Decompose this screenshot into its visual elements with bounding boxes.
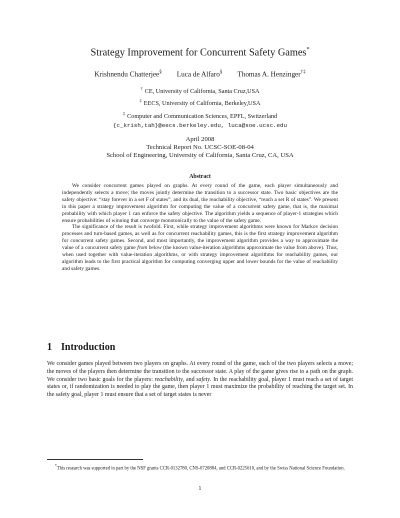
- section-emphasis: reachability: [154, 376, 183, 383]
- affiliation-text: EECS, University of California, Berkeley,USA: [143, 100, 261, 108]
- author-emails: {c_krish,tah}@eecs.berkeley.edu, luca@soe.ucsc.edu: [113, 121, 287, 129]
- author-name: Luca de Alfaro: [176, 70, 220, 79]
- paper-header: [0, 44, 400, 161]
- introduction-section: [47, 342, 353, 400]
- abstract-paragraph: [62, 224, 338, 272]
- author-name: Krishnendu Chatterjee: [94, 70, 160, 79]
- abstract-heading: Abstract: [189, 174, 211, 180]
- paper-title-text: Strategy Improvement for Concurrent Safety Games: [90, 47, 307, 59]
- footnote-body: This research was supported in part by the NSF grants CCR-0132780, CNS-0720884, and CCR-0225610, and by the Swiss National Science Foundation.: [56, 466, 345, 472]
- section-number: 1: [47, 342, 52, 353]
- section-text: We consider games played between two players on graphs. At every round of the game, each of the two players selects a move; the moves of the players then determine the transition to the successor state. A play of the game gives rise to a path on the graph. We consider two basic goals for the players:: [47, 361, 353, 383]
- section-emphasis: safety: [196, 376, 211, 383]
- affiliation: [0, 84, 400, 97]
- abstract: [0, 174, 400, 273]
- author: [94, 70, 161, 78]
- footnote-text: [47, 463, 353, 473]
- author: [177, 70, 223, 78]
- abstract-paragraph: We consider concurrent games played on graphs. At every round of the game, each player simultaneously and independently selects a move; the moves jointly determine the transition to a successor state. Two basic objectives are the safety objective: “stay forever in a set F of states”, and its dual, the reachability objective, “reach a set R of states”. We present in this paper a strategy improvement algorithm for computing the value of a concurrent safety game, that is, the maximal probability with which player 1 can enforce the safety objective. The algorithm yields a sequence of player-1 strategies which ensure probabilities of winning that converge monotonically to the value of the safety game.: [62, 183, 338, 224]
- report-school: School of Engineering, University of California, Santa Cruz, CA, USA: [106, 152, 294, 160]
- report-info: [0, 136, 400, 161]
- affiliation-text: CE, University of California, Santa Cruz,USA: [144, 87, 260, 95]
- author: [237, 70, 305, 78]
- page-number: 1: [198, 486, 202, 492]
- report-number: Technical Report No. UCSC-SOE-08-04: [146, 143, 254, 151]
- author-list: [0, 70, 400, 78]
- report-date: April 2008: [185, 135, 215, 143]
- section-heading: [47, 342, 353, 353]
- author-mark: §: [159, 70, 162, 76]
- affiliation-mark: ‡: [122, 110, 126, 116]
- affiliation: [0, 96, 400, 109]
- footnote-mark: *: [55, 464, 57, 468]
- title-footnote-mark: *: [306, 47, 310, 53]
- affiliation-text: Computer and Communication Sciences, EPFL, Switzerland: [127, 113, 278, 120]
- author-mark: §: [219, 70, 223, 76]
- affiliation-mark: †: [140, 85, 143, 91]
- section-title: Introduction: [61, 342, 116, 353]
- abstract-emphasis: from below: [137, 245, 162, 252]
- footnote-divider: [47, 459, 143, 460]
- section-text: , and: [182, 376, 197, 383]
- footnote: [47, 459, 353, 473]
- abstract-text: The significance of the result is twofold. First, while strategy improvement algorithms were known for Markov decision processes and turn-based games, as well as for concurrent reachability games, this is the first strategy improvement algorithm for concurrent safety games. Second, and most importantly, the improvement algorithm provides a way to approximate the value of a concurrent safety game: [62, 224, 338, 252]
- abstract-text: (the known value-iteration algorithms approximate the value from above). Thus, when used together with value-iteration algorithms, or with strategy improvement algorithms for reachability games, our algorithm leads to the first practical algorithm for computing converging upper and lower bounds for the value of reachability and safety games.: [62, 245, 338, 272]
- section-paragraph: [47, 361, 353, 400]
- affiliation-list: [0, 84, 400, 130]
- affiliation: [0, 109, 400, 122]
- affiliation-mark: ‡: [139, 98, 142, 104]
- paper-title: [0, 44, 400, 59]
- abstract-body: [62, 183, 338, 273]
- author-mark: †‡: [300, 70, 306, 76]
- section-text: . In the reachability goal, player 1 must reach a set of target states or, if randomization is needed to play the game, then player 1 must maximize the probability of reaching the target set. In the safety goal, player 1 must ensure that a set of target states is never: [47, 376, 353, 399]
- author-name: Thomas A. Henzinger: [237, 70, 301, 79]
